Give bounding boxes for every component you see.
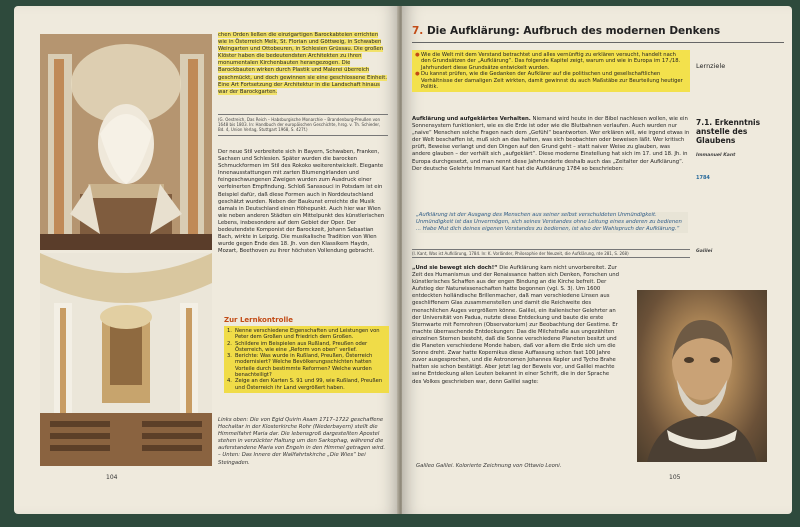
margin-note-galilei: Galilei — [696, 249, 713, 254]
source-note: (G. Oestreich, Das Reich – Habsburgische Monarchie – Brandenburg-Preußen von 1648 bis 1803. In: Handbuch der europäischen Geschichte, hrsg. v. Th. Schieder, Bd. 4, Union Verlag, Stuttgart 1968, S. 427f.) — [218, 114, 388, 136]
goal-item: ● Du kannst prüfen, wie die Gedanken der Aufklärer auf die politischen und gesellschaftlichen Verhältnisse der damaligen Zeit wirkten, damit gewinnst du auch Maßstäbe zur Beurteilung heutiger Politik. — [415, 71, 683, 91]
section-lead: Aufklärung und aufgeklärtes Verhalten. — [412, 116, 531, 122]
left-page — [14, 6, 399, 514]
learning-goals-box — [412, 50, 690, 92]
title-divider — [412, 42, 784, 43]
margin-section-heading: 7.1. Erkenntnis anstelle des Glaubens Immanuel Kant 1784 Galilei — [696, 118, 784, 256]
kant-source: (I. Kant, Was ist Aufklärung, 1784. In: K. Vorländer, Philosophie der Neuzeit, die Aufklärung, rde 281, S. 268) — [412, 249, 690, 258]
page-number: 105 — [669, 474, 681, 481]
baroque-altar-image — [40, 34, 212, 250]
section-enlightenment: Aufklärung und aufgeklärtes Verhalten. Niemand wird heute in der Bibel nachlesen wollen, wie ein Sonnensystem funktioniert, wie es die Erde ist oder wie die Blutbahnen verlaufen. Auch wurden nur „naive“ Menschen solche Fragen nach dem „Gefühl“ beantworten. Wer erklären will, wie irgend etwas in der Welt beschaffen ist, muß sich an das halten, was sich beobachten oder beweisen läßt. Wer kritisch prüft, Beweise verlangt und den Dingen auf den Grund geht – statt naiver Weise zu glauben, was andere glauben – der verhält sich „aufgeklärt“. Diese moderne Einstellung hat sich im 17. und 18. Jh. in Europa durchgesetzt, und man nennt diese Jahrhunderte deshalb auch das „Zeitalter der Aufklärung“. Der deutsche Gelehrte Immanuel Kant hat die Aufklärung 1784 so beschrieben: — [412, 116, 690, 172]
right-page — [402, 6, 792, 514]
task-item: 4. Zeige an den Karten S. 91 und 99, wie Rußland, Preußen und Österreich ihr Land vergrößert haben. — [227, 378, 383, 391]
goal-item: ● Wie die Welt mit dem Verstand betrachtet und alles vernünftig zu erklären versucht, handelt nach den Grundsätzen der „Aufklärung“. Das folgende Kapitel zeigt, warum und wie in Europa im 17./18. Jahrhundert diese Grundsätze entwickelt wurden. — [415, 52, 681, 71]
intro-paragraph: chen Orden ließen die einzigartigen Barockabteien errichten wie in Österreich Melk, St. Florian und Göttweig, in Schwaben Weingarten und Ottobeuren, in Schlesien Grüssau. Die großen Klöster haben die bedeutendsten Architekten zu ihren monumentalen Kirchenbauten herangezogen. Die Barockbauten wirken durch Plastik und Malerei überreich geschmückt, und doch gewinnen sie eine geschlossene Einheit. Eine Art Fortsetzung der Architektur in die Landschaft hinaus war der Barockgarten. — [218, 32, 388, 95]
portrait-caption: Galileo Galilei. Kolorierte Zeichnung von Ottavio Leoni. — [416, 463, 562, 469]
task-item: 3. Berichte: Was wurde in Rußland, Preußen, Österreich modernisiert? Welche Bevölkerungsschichten hatten Vorteile durch bestimmte Reformen? Welche wurden benachteiligt? — [227, 353, 373, 379]
bullet-icon: ● — [415, 52, 420, 58]
kant-quote: „Aufklärung ist der Ausgang des Menschen aus seiner selbst verschuldeten Unmündigkeit. Unmündigkeit ist das Unvermögen, sich seines Verstandes ohne Leitung eines anderen zu bedienen ... Habe Mut dich deines eigenen Verstandes zu bedienen, ist also der Wahlspruch der Aufklärung.“ — [416, 212, 688, 233]
page-number: 104 — [106, 474, 118, 481]
bullet-icon: ● — [415, 71, 420, 78]
margin-label-goals: Lernziele — [696, 62, 726, 70]
altar-photo — [40, 34, 212, 250]
review-task-box — [224, 326, 389, 393]
task-item: 1. Nenne verschiedene Eigenschaften und Leistungen von Peter dem Großen und Friedrich dem Großen. — [227, 328, 380, 341]
church-interior-photo — [40, 253, 212, 466]
chapter-heading: Die Aufklärung: Aufbruch des modernen Denkens — [426, 25, 721, 37]
section-galilei: „Und sie bewegt sich doch!“ Die Aufklärung kam nicht unvorbereitet. Zur Zeit des Humanismus und der Renaissance hatten sich Denken, Forschen und künstlerisches Schaffen aus der engen Bindung an die Kirche befreit. Der Aufstieg der Naturwissenschaften hatte begonnen (vgl. S. 3). Um 1600 entdeckten holländische Brillenmacher, daß man verschiedene Linsen aus geschliffenem Glas zusammenstellen und damit die Reichweite des menschlichen Auges vergrößern könne. Galilei, ein italienischer Gelehrter an der Universität von Padua, nutzte diese Entdeckung und baute die erste Sternwarte mit Fernrohren (Observatorium) zur Beobachtung der Gestirne. Er machte überraschende Entdeckungen: Das die Milchstraße aus ungezählten einzelnen Sternen besteht, daß die Sonne verschiedene Planeten besitzt und die Planeten verschiedene Monde haben, daß vor allem die Erde sich um die Sonne dreht. Zwar hatte Kopernikus diese Auffassung schon fast 100 Jahre zuvor ausgesprochen, und die Astronomen Johannes Kepler und Tycho Brahe hatten sie schon bestätigt. Aber jetzt lag der Beweis vor, und Galilei machte seine Entdeckung allen Leuten bekannt in einer Schrift, die in der Sprache des Volkes geschrieben war, denn Galilei sagte: — [412, 265, 619, 385]
image-caption: Links oben: Die von Egid Quirin Asam 1717–1722 geschaffene Hochaltar in der Klosterkirche Rohr (Niederbayern) stellt die Himmelfahrt Maria dar. Die lebensgroß dargestellten Apostel stehen in verzückter Haltung um den Sarkophag, während die auferstandene Maria von Engeln in den Himmel getragen wird. – Unten: Das Innere der Wallfahrtskirche „Die Wies“ bei Steingaden. — [218, 417, 386, 466]
open-textbook — [14, 6, 792, 518]
task-item: 2. Schildere im Beispielen aus Rußland, Preußen oder Österreich, wie eine „Reform von oben“ verlief. — [227, 340, 368, 353]
wies-church-image — [40, 253, 212, 466]
margin-note-kant: Immanuel Kant — [696, 153, 736, 158]
galilei-portrait — [637, 290, 767, 462]
portrait-drawing — [637, 290, 767, 462]
section-lead: „Und sie bewegt sich doch!“ — [412, 265, 498, 271]
chapter-title — [412, 25, 720, 37]
margin-year: 1784 — [696, 175, 710, 181]
intro-text — [218, 32, 388, 96]
chapter-number: 7. — [412, 25, 424, 37]
review-heading: Zur Lernkontrolle — [224, 316, 294, 324]
body-text: Der neue Stil verbreitete sich in Bayern, Schwaben, Franken, Sachsen und Schlesien. Später wurden die barocken Schmuckformen im Stil des Rokoko weiterentwickelt. Elegante Innenausstattungen mit zarten Blumengirlanden und feingeschwungenen Zweigen wurden zum Ausdruck einer verfeinerten Empfindung. Schloß Sanssouci in Potsdam ist ein Beispiel dafür, daß diese Formen auch in Norddeutschland geschätzt wurden. Neben der Baukunst erreichte die Musik damals in Deutschland einen Höhepunkt. Auch hier war Wien wie neben anderen Städten ein Mittelpunkt des künstlerischen Lebens, insbesondere auf dem Gebiet der Oper. Der bedeutendste Komponist der Barockzeit, Johann Sebastian Bach, wirkte in Leipzig. Die musikalische Tradition von Wien wurde gegen Ende des 18. Jh. von den Klassikern Haydn, Mozart, Beethoven zu ihrer höchsten Vollendung gebracht. — [218, 149, 385, 255]
